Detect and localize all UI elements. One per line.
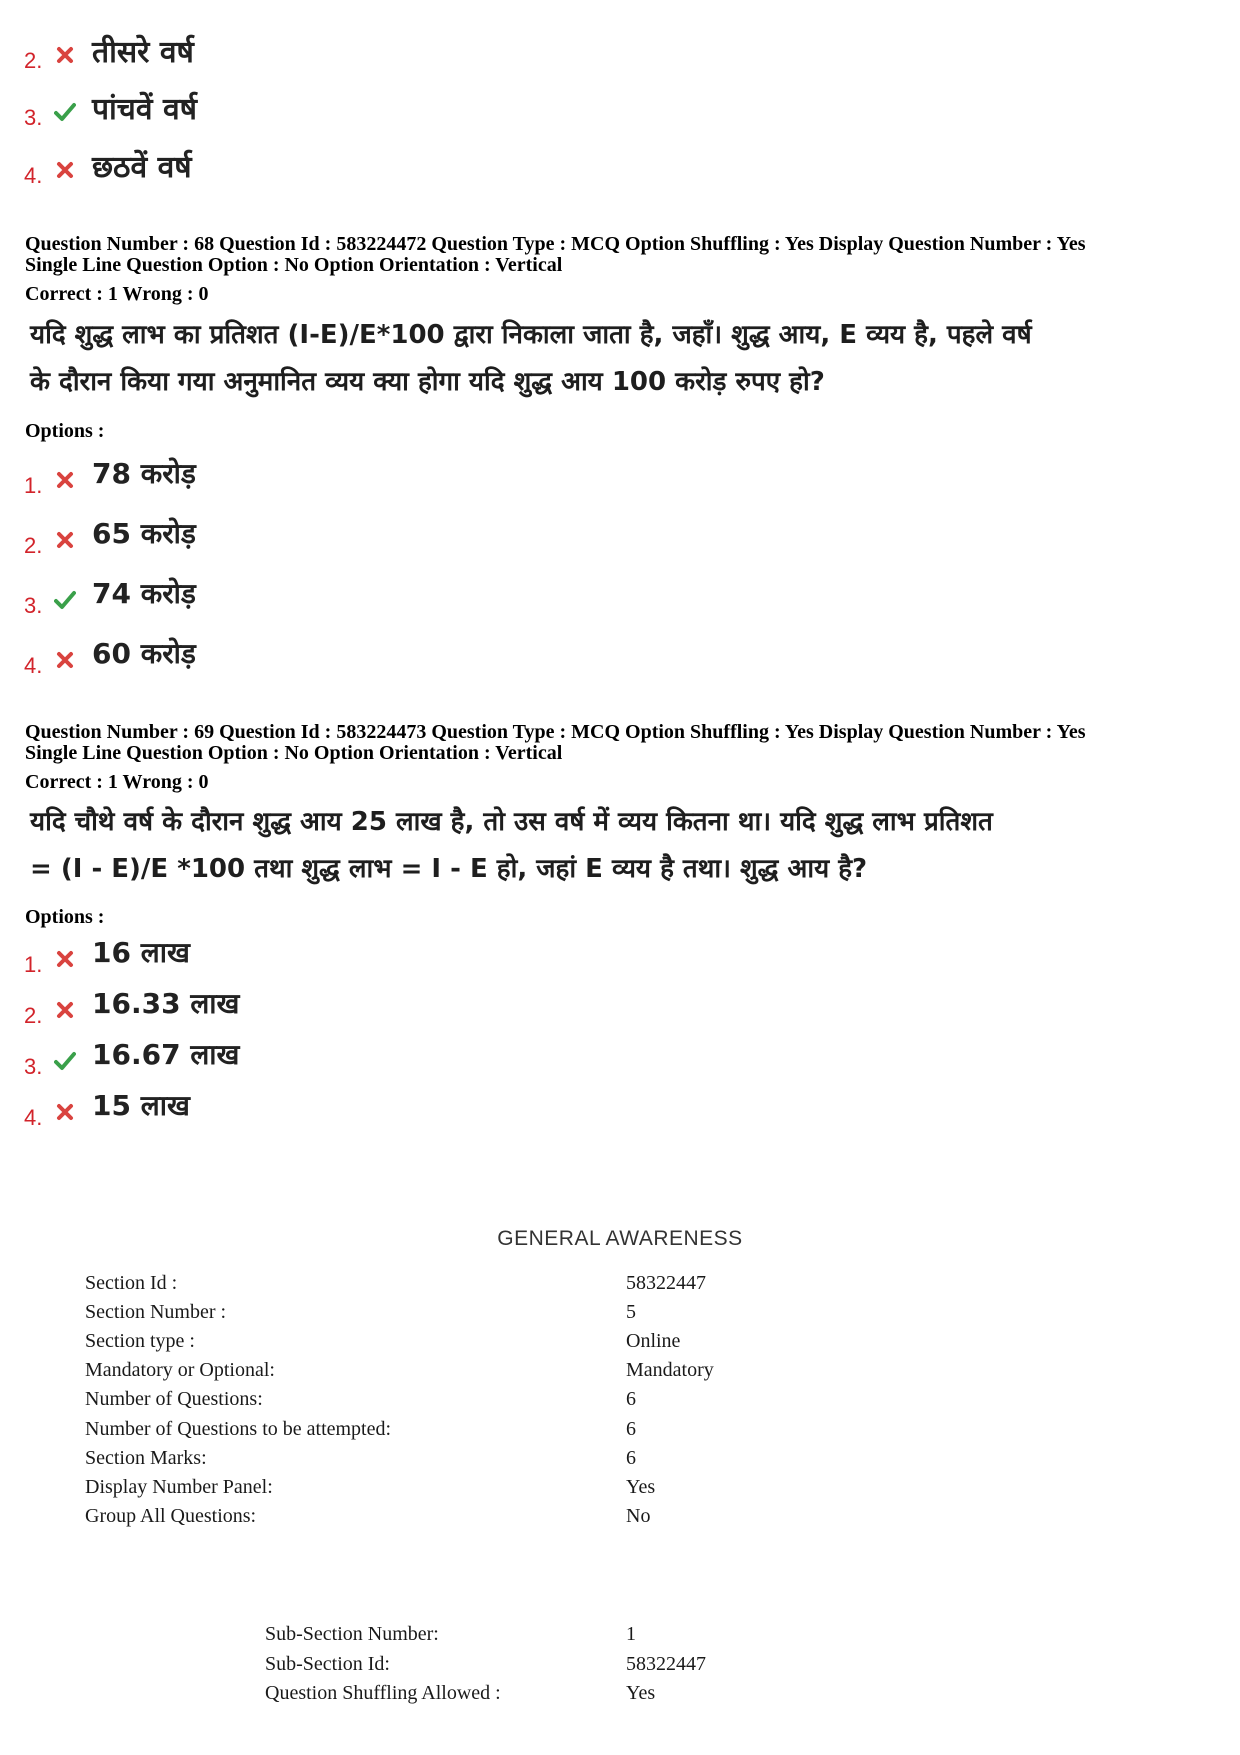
option-number: 4. xyxy=(24,163,43,188)
question-text-line: यदि शुद्ध लाभ का प्रतिशत (I-E)/E*100 द्वारा निकाला जाता है, जहाँ। शुद्ध आय, E व्यय है, पहले वर्ष xyxy=(30,320,1032,350)
option-number: 4. xyxy=(24,653,43,678)
option-text: छठवें वर्ष xyxy=(92,150,192,185)
question-meta: Question Number : 69 Question Id : 583224473 Question Type : MCQ Option Shuffling : Yes Display Question Number : Yes xyxy=(25,721,1086,743)
option-text: 16 लाख xyxy=(92,936,190,969)
section-field-label: Section type : xyxy=(85,1330,195,1352)
option-number: 3. xyxy=(24,105,43,130)
section-field-value: Online xyxy=(626,1330,681,1352)
options-label: Options : xyxy=(25,906,105,928)
option-text: 16.33 लाख xyxy=(92,987,240,1020)
section-field-label: Group All Questions: xyxy=(85,1505,257,1527)
subsection-field-label: Sub-Section Number: xyxy=(265,1623,439,1645)
option-number: 2. xyxy=(24,48,43,73)
option-text: तीसरे वर्ष xyxy=(92,35,194,70)
option-number: 2. xyxy=(24,533,43,558)
question-text-line: = (I - E)/E *100 तथा शुद्ध लाभ = I - E हो, जहां E व्यय है तथा। शुद्ध आय है? xyxy=(30,854,868,884)
question-meta: Single Line Question Option : No Option Orientation : Vertical xyxy=(25,254,563,276)
section-field-label: Section Marks: xyxy=(85,1447,207,1469)
option-number: 3. xyxy=(24,593,43,618)
wrong-icon xyxy=(54,1101,76,1123)
subsection-field-value: 58322447 xyxy=(626,1653,706,1675)
wrong-icon xyxy=(54,44,76,66)
options-label: Options : xyxy=(25,420,105,442)
wrong-icon xyxy=(54,649,76,671)
section-field-label: Section Number : xyxy=(85,1301,227,1323)
section-field-value: Yes xyxy=(626,1476,656,1498)
option-number: 3. xyxy=(24,1054,43,1079)
section-field-label: Mandatory or Optional: xyxy=(85,1359,275,1381)
section-field-value: No xyxy=(626,1505,651,1527)
wrong-icon xyxy=(54,529,76,551)
option-text: 60 करोड़ xyxy=(92,637,196,670)
subsection-field-value: Yes xyxy=(626,1682,656,1704)
question-meta: Question Number : 68 Question Id : 583224472 Question Type : MCQ Option Shuffling : Yes Display Question Number : Yes xyxy=(25,233,1086,255)
section-field-value: 6 xyxy=(626,1418,636,1440)
check-icon xyxy=(54,1050,76,1072)
section-field-label: Section Id : xyxy=(85,1272,178,1294)
option-number: 1. xyxy=(24,473,43,498)
question-meta: Single Line Question Option : No Option Orientation : Vertical xyxy=(25,742,563,764)
option-text: पांचवें वर्ष xyxy=(92,92,198,127)
score-info: Correct : 1 Wrong : 0 xyxy=(25,771,209,793)
question-text-line: यदि चौथे वर्ष के दौरान शुद्ध आय 25 लाख है, तो उस वर्ष में व्यय कितना था। यदि शुद्ध लाभ प्रतिशत xyxy=(30,807,993,837)
subsection-field-label: Sub-Section Id: xyxy=(265,1653,390,1675)
option-number: 2. xyxy=(24,1003,43,1028)
wrong-icon xyxy=(54,469,76,491)
section-field-value: 58322447 xyxy=(626,1272,706,1294)
wrong-icon xyxy=(54,999,76,1021)
section-title: GENERAL AWARENESS xyxy=(497,1227,743,1250)
wrong-icon xyxy=(54,948,76,970)
section-field-value: Mandatory xyxy=(626,1359,714,1381)
subsection-field-label: Question Shuffling Allowed : xyxy=(265,1682,501,1704)
check-icon xyxy=(54,101,76,123)
section-field-value: 5 xyxy=(626,1301,636,1323)
option-text: 78 करोड़ xyxy=(92,457,196,490)
option-number: 1. xyxy=(24,952,43,977)
wrong-icon xyxy=(54,159,76,181)
question-text-line: के दौरान किया गया अनुमानित व्यय क्या होगा यदि शुद्ध आय 100 करोड़ रुपए हो? xyxy=(30,367,825,397)
section-field-label: Number of Questions to be attempted: xyxy=(85,1418,392,1440)
section-field-value: 6 xyxy=(626,1388,636,1410)
option-text: 16.67 लाख xyxy=(92,1038,240,1071)
section-field-label: Display Number Panel: xyxy=(85,1476,273,1498)
section-field-value: 6 xyxy=(626,1447,636,1469)
option-text: 65 करोड़ xyxy=(92,517,196,550)
option-text: 74 करोड़ xyxy=(92,577,196,610)
option-number: 4. xyxy=(24,1105,43,1130)
subsection-field-value: 1 xyxy=(626,1623,636,1645)
option-text: 15 लाख xyxy=(92,1089,190,1122)
section-field-label: Number of Questions: xyxy=(85,1388,263,1410)
score-info: Correct : 1 Wrong : 0 xyxy=(25,283,209,305)
check-icon xyxy=(54,589,76,611)
